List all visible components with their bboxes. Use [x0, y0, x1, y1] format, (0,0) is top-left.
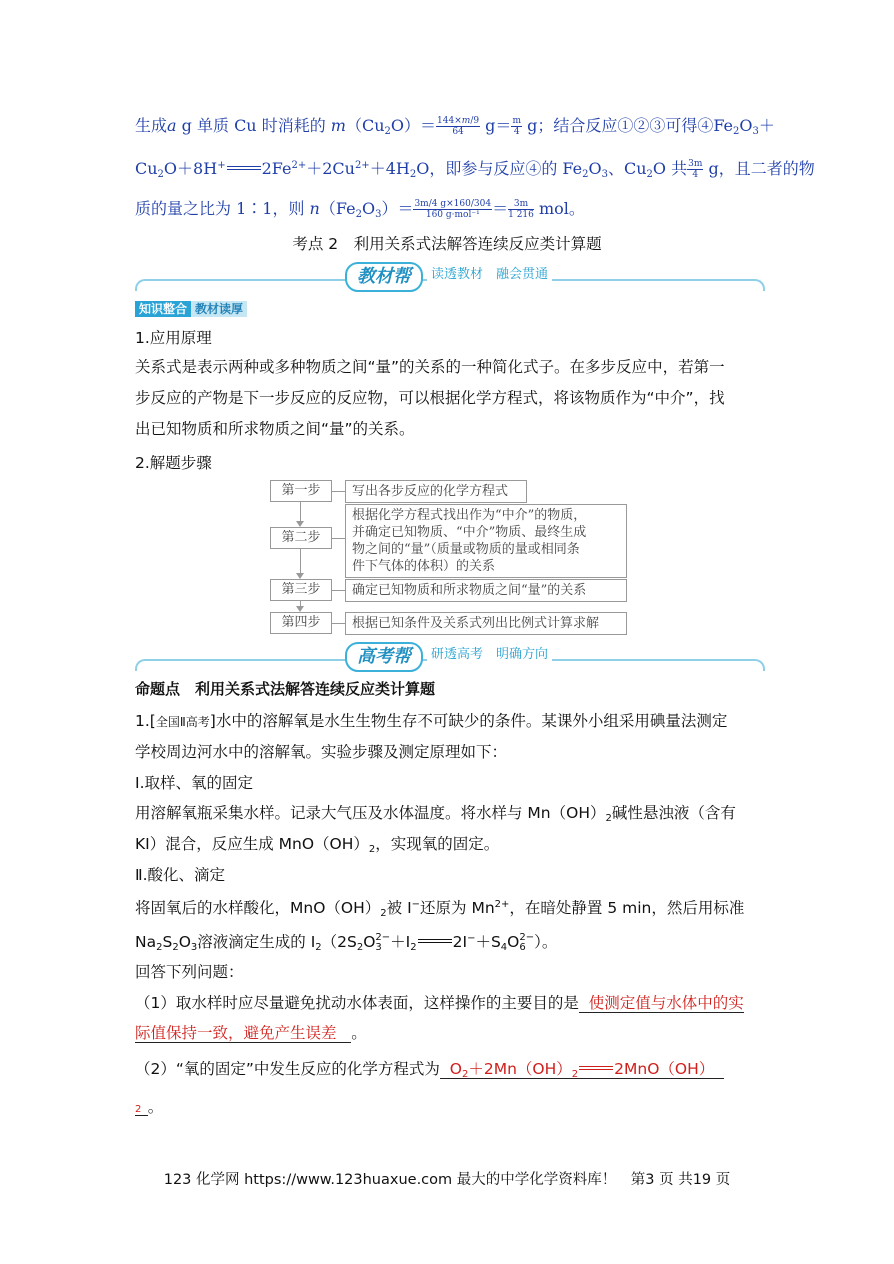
kaodian-title: 考点 2 利用关系式法解答连续反应类计算题 — [292, 235, 602, 253]
solution-line-3: 质的量之比为 1∶1，则 $n(Fe_2O_3)=$ $\frac{3m/4 g\times 160/304}{\text{160 g·mol⁻¹}}$ ＝ $\frac{3m}{1 216}$ mol。 — [135, 199, 585, 220]
step-3-label: 第三步 — [270, 579, 332, 601]
answer-2-blank-cont: 2 — [135, 1104, 148, 1116]
step-2-desc: 根据化学方程式找出作为“中介”的物质， 并确定已知物质、“中介”物质、最终生成 物之间的“量”（质量或物质的量或相同条 件下气体的体积）的关系 — [345, 504, 627, 578]
fraction-3m-over-4: $\frac{3m}{4}$ — [688, 159, 703, 180]
section1-p3: 出已知物质和所求物质之间“量”的关系。 — [135, 420, 415, 438]
fraction-mass: $\frac{144\times m/9}{64}$ — [437, 116, 480, 137]
step-i-title: Ⅰ.取样、氧的固定 — [135, 774, 253, 792]
answer-2-blank: $O_2+2Mn(OH)_2$ 2MnO（OH） — [440, 1060, 724, 1079]
banner-tag: 研透高考 明确方向 — [427, 644, 552, 666]
step-ii-title: Ⅱ.酸化、滴定 — [135, 866, 226, 884]
step-3-desc: 确定已知物质和所求物质之间“量”的关系 — [345, 579, 627, 602]
answer-intro: 回答下列问题： — [135, 963, 244, 981]
section1-p2: 步反应的产物是下一步反应的反应物，可以根据化学方程式，将该物质作为“中介”，找 — [135, 389, 725, 407]
step-4-label: 第四步 — [270, 612, 332, 634]
banner-badge: 高考帮 — [345, 642, 423, 672]
equilibrium-sign — [418, 939, 452, 943]
step-4-desc: 根据已知条件及关系式列出比例式计算求解 — [345, 612, 627, 635]
answer-1-line-1: （1）取水样时应尽量避免扰动水体表面，这样操作的主要目的是 使测定值与水体中的实 — [135, 994, 744, 1012]
section1-p1: 关系式是表示两种或多种物质之间“量”的关系的一种简化式子。在多步反应中，若第一 — [135, 358, 725, 376]
step-ii-p1: 将固氧后的水样酸化，$MnO(OH)_2$被 I−还原为 $Mn^{2+}$，在暗处静置 5 min，然后用标准 — [135, 899, 745, 919]
step-1-desc: 写出各步反应的化学方程式 — [345, 480, 527, 503]
arrow-down-icon — [296, 573, 304, 579]
fraction-moles: $\frac{3m/4 g\times 160/304}{\text{160 g·mol⁻¹}}$ — [414, 199, 492, 220]
step-2-label: 第二步 — [270, 527, 332, 549]
solution-line-1: 生成a g 单质 Cu 时消耗的 $m(Cu_2O)=$ $\frac{144\times m/9}{64}$ g＝ $\frac{m}{4}$ g；结合反应①②③可得$④Fe_2O_3+$ — [135, 116, 775, 137]
answer-2-line-2: 2 。 — [135, 1098, 164, 1116]
solution-line-2: $Cu_2O+8H^+$ $2Fe^{2+}+2Cu^{2+}+4H_2O$，即参与反应④的 $Fe_2O_3$、$Cu_2O$ 共 $\frac{3m}{4}$ g，且二者的物 — [135, 159, 815, 180]
answer-1-blank: 使测定值与水体中的实 — [579, 994, 744, 1013]
banner-tag: 读透教材 融会贯通 — [427, 264, 552, 286]
step-i-p2: KI）混合，反应生成 $MnO(OH)_2$，实现氧的固定。 — [135, 835, 500, 855]
fraction-result: $\frac{3m}{1 216}$ — [508, 199, 534, 220]
section2-heading: 2.解题步骤 — [135, 454, 212, 472]
answer-2-line-1: （2）“氧的固定”中发生反应的化学方程式为 $O_2+2Mn(OH)_2$ 2MnO（OH） — [135, 1058, 724, 1086]
question-1-line-2: 学校周边河水中的溶解氧。实验步骤及测定原理如下： — [135, 743, 508, 761]
equilibrium-sign — [227, 166, 261, 170]
page-footer: 123 化学网 https://www.123huaxue.com 最大的中学化学资料库！ 第3 页 共19 页 — [163, 1172, 731, 1188]
question-1-line-1: 1.[全国Ⅱ高考]水中的溶解氧是水生生物生存不可缺少的条件。某课外小组采用碘量法测定 — [135, 712, 728, 730]
banner-gaokaobang — [135, 642, 765, 682]
arrow-down-icon — [296, 606, 304, 612]
banner-jiaocaibang — [135, 262, 765, 302]
step-i-p1: 用溶解氧瓶采集水样。记录大气压及水体温度。将水样与 $Mn(OH)_2$碱性悬浊液（含有 — [135, 804, 736, 824]
answer-1-line-2: 际值保持一致，避免产生误差 。 — [135, 1024, 367, 1042]
step-ii-p2: $Na_2S_2O_3$溶液滴定生成的 $I_2(2S_2O$ 2− 3 $+I_2$ $2I^-+S_4O$ 2− 6 ）。 — [135, 931, 558, 953]
answer-1-blank-cont: 际值保持一致，避免产生误差 — [135, 1024, 351, 1043]
step-1-label: 第一步 — [270, 480, 332, 502]
mingti-title: 命题点 利用关系式法解答连续反应类计算题 — [135, 680, 436, 698]
banner-badge: 教材帮 — [345, 262, 423, 292]
arrow-down-icon — [296, 521, 304, 527]
fraction-m-over-4: $\frac{m}{4}$ — [512, 116, 521, 137]
section1-heading: 1.应用原理 — [135, 329, 212, 347]
equilibrium-sign — [579, 1066, 613, 1070]
knowledge-tag: 知识整合 教材读厚 — [135, 300, 247, 318]
